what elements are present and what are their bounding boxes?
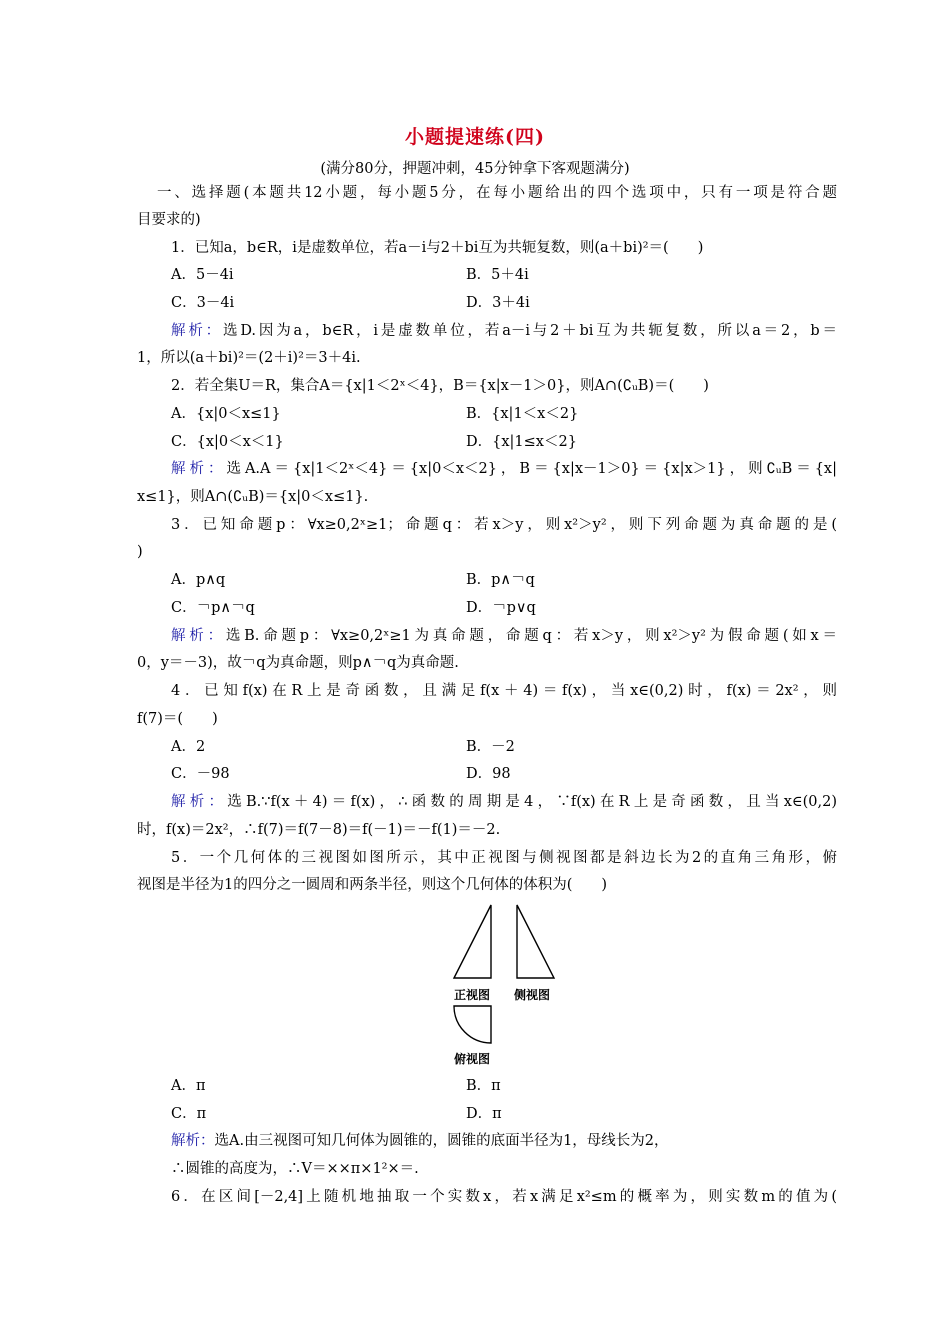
question-5-option-c: C．π [171,1106,207,1122]
question-4-stem-line-1: 4．已知f(x)在R上是奇函数，且满足f(x＋4)＝f(x)，当x∈(0,2)时，f(x)＝2x²，则 [171,683,837,699]
question-5-option-a: A．π [171,1078,206,1094]
question-3-analysis-line-1 [171,626,837,646]
side-view-triangle [517,905,554,978]
question-1-option-a: A．5－4i [171,267,234,283]
question-2-stem: 2．若全集U＝R，集合A＝{x|1＜2ˣ＜4}，B＝{x|x－1＞0}，则A∩(∁ᵤB)＝( ) [171,378,709,394]
question-1-analysis-line-1 [171,321,837,341]
question-1-option-d: D．3＋4i [466,295,530,311]
question-1-option-c: C．3－4i [171,295,235,311]
question-3-stem-line-1: 3．已知命题p：∀x≥0,2ˣ≥1；命题q：若x＞y，则x²＞y²，则下列命题为真命题的是( [171,517,837,533]
question-4-option-a: A．2 [171,739,206,755]
question-4-option-c: C．－98 [171,766,230,782]
question-2-option-c: C．{x|0＜x＜1} [171,434,284,450]
analysis-label: 解析： [171,323,223,339]
question-5-stem-line-1: 5．一个几何体的三视图如图所示，其中正视图与侧视图都是斜边长为2的直角三角形，俯 [171,850,837,866]
analysis-text: 选A.A＝{x|1＜2ˣ＜4}＝{x|0＜x＜2}，B＝{x|x－1＞0}＝{x|x＞1}，则∁ᵤB＝{x| [226,461,837,477]
analysis-label: 解析： [171,1133,215,1149]
question-5-analysis-line-1 [171,1131,669,1151]
analysis-label: 解析： [171,461,227,477]
analysis-label: 解析： [171,794,228,810]
analysis-text: 选A.由三视图可知几何体为圆锥的，圆锥的底面半径为1，母线长为2， [214,1133,669,1149]
question-4-analysis-line-2: 时，f(x)＝2x²，∴f(7)＝f(7－8)＝f(－1)＝－f(1)＝－2. [137,822,501,838]
analysis-label: 解析： [171,628,226,644]
question-2-option-d: D．{x|1≤x＜2} [466,434,577,450]
page-title: 小题提速练(四) [405,126,545,148]
question-6-stem-line-1: 6．在区间[－2,4]上随机地抽取一个实数x，若x满足x²≤m的概率为，则实数m的值为( [171,1189,837,1205]
question-1-option-b: B．5＋4i [466,267,529,283]
question-2-analysis-line-1 [171,459,837,479]
question-3-option-c: C．￢p∧￢q [171,600,255,616]
top-view-quarter-circle [454,1006,491,1043]
front-view-label: 正视图 [454,988,491,1002]
front-view-triangle [454,905,491,978]
question-3-option-d: D．￢p∨q [466,600,536,616]
section-heading-line-2: 目要求的) [137,212,201,228]
analysis-text: 选B.命题p：∀x≥0,2ˣ≥1为真命题，命题q：若x＞y，则x²＞y²为假命题(如x＝ [225,628,838,644]
top-view-label: 俯视图 [454,1052,491,1066]
question-3-stem-line-2: ) [137,544,143,560]
analysis-text: 选B.∵f(x＋4)＝f(x)，∴函数的周期是4，∵f(x)在R上是奇函数，且当x∈(0,2) [227,794,838,810]
question-2-option-a: A．{x|0＜x≤1} [171,406,281,422]
question-5-stem-line-2: 视图是半径为1的四分之一圆周和两条半径，则这个几何体的体积为( ) [137,877,608,893]
question-5-option-b: B．π [466,1078,501,1094]
question-2-analysis-line-2: x≤1}，则A∩(∁ᵤB)＝{x|0＜x≤1}. [137,489,369,505]
question-3-option-b: B．p∧￢q [466,572,535,588]
side-view-label: 侧视图 [514,988,551,1002]
question-2-option-b: B．{x|1＜x＜2} [466,406,579,422]
question-5-option-d: D．π [466,1106,502,1122]
page-subtitle: (满分80分，押题冲刺，45分钟拿下客观题满分) [320,161,630,177]
section-heading-line-1: 一、选择题(本题共12小题，每小题5分，在每小题给出的四个选项中，只有一项是符合题 [157,185,837,201]
question-1-stem: 1．已知a，b∈R，i是虚数单位，若a－i与2＋bi互为共轭复数，则(a＋bi)²＝( ) [171,240,704,256]
question-4-option-d: D．98 [466,766,511,782]
question-3-analysis-line-2: 0，y＝－3)，故￢q为真命题，则p∧￢q为真命题. [137,655,459,671]
question-4-stem-line-2: f(7)＝( ) [137,711,218,727]
question-4-option-b: B．－2 [466,739,515,755]
question-5-analysis-line-2: ∴圆锥的高度为，∴V＝××π×1²×＝. [171,1161,419,1177]
analysis-text: 选D.因为a，b∈R，i是虚数单位，若a－i与2＋bi互为共轭复数，所以a＝2，b＝ [223,323,838,339]
question-1-analysis-line-2: 1，所以(a＋bi)²＝(2＋i)²＝3＋4i. [137,350,361,366]
question-4-analysis-line-1 [171,792,837,812]
question-3-option-a: A．p∧q [171,572,226,588]
